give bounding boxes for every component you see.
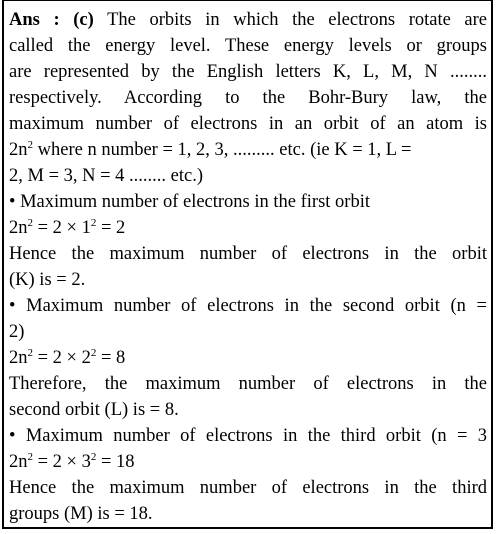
formula-text: = 2 × 3 xyxy=(33,452,91,472)
formula-line xyxy=(9,449,487,475)
text-line: respectively. According to the Bohr-Bury law, the xyxy=(9,88,487,108)
formula-exponent: 2 xyxy=(90,451,97,463)
text-line: groups (M) is = 18. xyxy=(9,504,153,524)
formula-base: 2n xyxy=(9,218,28,238)
formula-result: = 18 xyxy=(96,452,135,472)
answer-box xyxy=(2,0,493,529)
text-line: Hence the maximum number of electrons in the third xyxy=(9,478,487,498)
formula-line xyxy=(9,215,487,241)
ans-label: Ans : xyxy=(9,10,60,30)
formula-text: where n number = 1, 2, 3, ......... etc. (ie K = 1, L = xyxy=(33,140,412,160)
answer-intro: The orbits in which the electrons rotate are xyxy=(107,10,488,30)
text-line: • Maximum number of electrons in the second orbit (n = xyxy=(9,296,487,316)
formula-line xyxy=(9,137,487,163)
formula-base: 2n xyxy=(9,452,28,472)
formula-result: = 2 xyxy=(96,218,126,238)
text-line: • Maximum number of electrons in the third orbit (n = 3 xyxy=(9,426,487,446)
formula-exponent: 2 xyxy=(27,217,33,229)
text-line: second orbit (L) is = 8. xyxy=(9,400,179,420)
formula-text: = 2 × 1 xyxy=(33,218,91,238)
text-line: Hence the maximum number of electrons in the orbit xyxy=(9,244,487,264)
formula-exponent: 2 xyxy=(27,451,33,463)
formula-exponent: 2 xyxy=(90,347,97,359)
text-line: 2, M = 3, N = 4 ........ etc.) xyxy=(9,166,204,186)
text-line: • Maximum number of electrons in the first orbit xyxy=(9,192,370,212)
formula-base: 2n xyxy=(9,140,28,160)
text-line: Therefore, the maximum number of electrons in the xyxy=(9,374,487,394)
text-line: 2) xyxy=(9,322,25,342)
formula-base: 2n xyxy=(9,348,28,368)
formula-exponent: 2 xyxy=(90,217,97,229)
formula-result: = 8 xyxy=(96,348,126,368)
formula-line xyxy=(9,345,487,371)
text-line: are represented by the English letters K, L, M, N ........ xyxy=(9,62,487,82)
text-line: called the energy level. These energy levels or groups xyxy=(9,36,487,56)
formula-exponent: 2 xyxy=(27,347,33,359)
formula-exponent: 2 xyxy=(27,139,33,151)
formula-text: = 2 × 2 xyxy=(33,348,91,368)
answer-line-1 xyxy=(9,7,487,33)
answer-option: (c) xyxy=(73,10,94,30)
text-line: (K) is = 2. xyxy=(9,270,86,290)
text-line: maximum number of electrons in an orbit of an atom is xyxy=(9,114,487,134)
answer-body xyxy=(9,33,487,527)
